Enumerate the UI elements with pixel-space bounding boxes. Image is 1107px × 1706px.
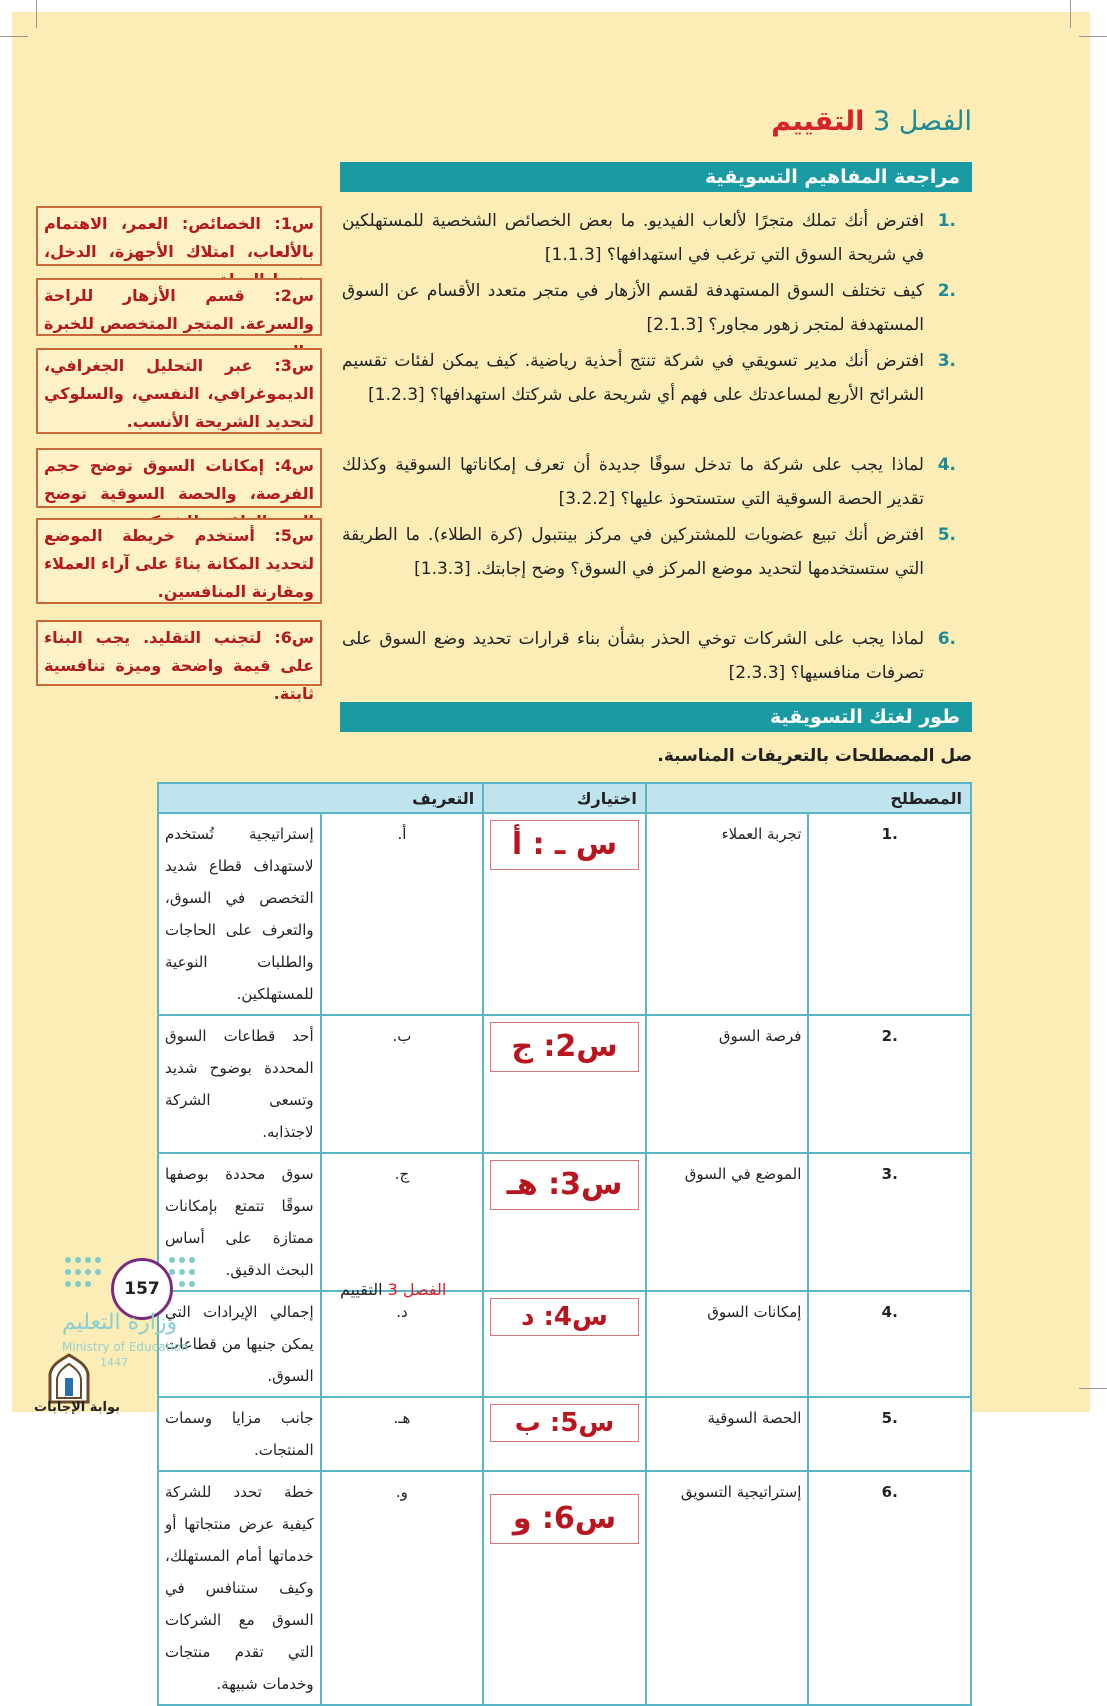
definition-letter: هـ. (321, 1397, 484, 1471)
chapter-title (771, 106, 972, 137)
question-number: .4 (937, 455, 956, 475)
term-cell: الحصة السوقية (646, 1397, 809, 1471)
table-row (158, 1153, 971, 1291)
question-item (342, 274, 956, 342)
choice-answer: س2: ج (490, 1022, 639, 1072)
choice-answer: س5: ب (490, 1404, 639, 1442)
term-cell: فرصة السوق (646, 1015, 809, 1153)
question-item (342, 518, 956, 586)
question-item (342, 622, 956, 690)
definition-cell: جانب مزايا وسمات المنتجات. (158, 1397, 321, 1471)
section-band-review (340, 162, 972, 192)
row-number: .6 (808, 1471, 971, 1705)
row-number: .1 (808, 813, 971, 1015)
question-item (342, 448, 956, 516)
question-text: افترض أنك تملك متجرًا لألعاب الفيديو. ما بعض الخصائص الشخصية للمستهلكين في شريحة السوق التي ترغب في استهدافها؟ [1.1.3] (342, 211, 924, 265)
definition-letter: د. (321, 1291, 484, 1397)
answer-box: س1: الخصائص: العمر، الاهتمام بالألعاب، امتلاك الأجهزة، الدخل، (36, 206, 322, 266)
choice-cell (483, 813, 646, 1015)
table-row (158, 1397, 971, 1471)
row-number: .5 (808, 1397, 971, 1471)
table-row (158, 1291, 971, 1397)
crop-mark (0, 36, 28, 37)
choice-cell (483, 1153, 646, 1291)
definition-letter: أ. (321, 813, 484, 1015)
footer-chapter-title: التقييم (340, 1280, 383, 1299)
term-cell: إمكانات السوق (646, 1291, 809, 1397)
question-text: افترض أنك مدير تسويقي في شركة تنتج أحذية رياضية. كيف يمكن لفئات تقسيم الشرائح الأربع لمساعدتك على فهم أي شريحة على شركتك استهدافها؟ [1.2.3] (342, 351, 924, 405)
table-row (158, 1015, 971, 1153)
chapter-name: التقييم (771, 106, 865, 137)
crop-mark (36, 0, 37, 28)
question-text: لماذا يجب على شركة ما تدخل سوقًا جديدة أن تعرف إمكاناتها السوقية وكذلك تقدير الحصة السوقية التي ستستحوذ عليها؟ [3.2.2] (342, 455, 924, 509)
definition-letter: ب. (321, 1015, 484, 1153)
table-header-row (158, 783, 971, 813)
ministry-name-ar: وزارة التعليم (62, 1310, 178, 1335)
question-number: .2 (937, 281, 956, 301)
question-number: .3 (937, 351, 956, 371)
choice-cell (483, 1291, 646, 1397)
question-text: لماذا يجب على الشركات توخي الحذر بشأن بناء قرارات تحديد وضع السوق على تصرفات منافسيها؟ [2.3.3] (342, 629, 924, 683)
choice-answer: س3: هـ (490, 1160, 639, 1210)
answer-box: س5: أستخدم خريطة الموضع لتحديد المكانة بناءً على آراء العملاء ومقارنة المنافسين. (36, 518, 322, 604)
section-title-review: مراجعة المفاهيم التسويقية (704, 166, 960, 188)
crop-mark (1070, 0, 1071, 28)
row-number: .4 (808, 1291, 971, 1397)
definition-cell: أحد قطاعات السوق المحددة بوضوح شديد وتسعى الشركة لاجتذابه. (158, 1015, 321, 1153)
footer-chapter (340, 1280, 446, 1299)
question-text: كيف تختلف السوق المستهدفة لقسم الأزهار في متجر متعدد الأقسام عن السوق المستهدفة لمتجر زهور مجاور؟ [2.1.3] (342, 281, 924, 335)
section-band-vocab (340, 702, 972, 732)
answer-box: س6: لتجنب التقليد. يجب البناء على قيمة واضحة وميزة تنافسية ثابتة. (36, 620, 322, 686)
instruction-text: صل المصطلحات بالتعريفات المناسبة. (657, 746, 972, 766)
table-row (158, 1471, 971, 1705)
definition-cell: سوق محددة بوصفها سوقًا تتمتع بإمكانات ممتازة على أساس البحث الدقيق. (158, 1153, 321, 1291)
ministry-name-en: Ministry of Education (62, 1340, 189, 1354)
terms-table (157, 782, 972, 1706)
answers-gate-label: بوابة الإجابات (34, 1400, 120, 1415)
question-number: .6 (937, 629, 956, 649)
header-choice: اختيارك (483, 783, 646, 813)
answer-box: س2: قسم الأزهار للراحة والسرعة. المتجر المتخصص للخبرة (36, 278, 322, 336)
definition-cell: إجمالي الإيرادات التي يمكن جنيها من قطاعات السوق. (158, 1291, 321, 1397)
page-number: 157 (111, 1258, 173, 1320)
term-cell: الموضع في السوق (646, 1153, 809, 1291)
row-number: .2 (808, 1015, 971, 1153)
row-number: .3 (808, 1153, 971, 1291)
year-label: 1447 (100, 1356, 128, 1369)
choice-answer: س6: و (490, 1494, 639, 1544)
chapter-label: الفصل 3 (872, 106, 972, 137)
term-cell: تجربة العملاء (646, 813, 809, 1015)
section-title-vocab: طور لغتك التسويقية (769, 706, 960, 728)
choice-cell (483, 1015, 646, 1153)
answers-gate-logo-icon (44, 1352, 94, 1404)
answer-box: س3: عبر التحليل الجغرافي، الديموغرافي، النفسي، والسلوكي لتحديد الشريحة الأنسب. (36, 348, 322, 434)
table-row (158, 813, 971, 1015)
choice-cell (483, 1471, 646, 1705)
choice-answer: س4: د (490, 1298, 639, 1336)
question-number: .1 (937, 211, 956, 231)
crop-mark (1079, 1388, 1107, 1389)
question-text: افترض أنك تبيع عضويات للمشتركين في مركز بينتبول (كرة الطلاء). ما الطريقة التي ستستخدمها لتحديد موضع المركز في السوق؟ وضح إجابتك. [1.3.3] (342, 525, 924, 579)
question-item (342, 344, 956, 412)
definition-letter: ج. (321, 1153, 484, 1291)
footer-chapter-label: الفصل 3 (387, 1280, 447, 1299)
question-number: .5 (937, 525, 956, 545)
definition-cell: إستراتيجية تُستخدم لاستهداف قطاع شديد التخصص في السوق، والتعرف على الحاجات والطلبات النوعية للمستهلكين. (158, 813, 321, 1015)
definition-cell: خطة تحدد للشركة كيفية عرض منتجاتها أو خدماتها أمام المستهلك، وكيف ستنافس في السوق مع الشركات التي تقدم منتجات وخدمات شبيهة. (158, 1471, 321, 1705)
definition-letter: و. (321, 1471, 484, 1705)
header-term: المصطلح (646, 783, 971, 813)
term-cell: إستراتيجية التسويق (646, 1471, 809, 1705)
header-definition: التعريف (158, 783, 483, 813)
choice-cell (483, 1397, 646, 1471)
question-item (342, 204, 956, 272)
answer-box: س4: إمكانات السوق توضح حجم الفرصة، والحصة السوقية توضح (36, 448, 322, 508)
choice-answer: س ـ : أ (490, 820, 639, 870)
crop-mark (1079, 36, 1107, 37)
